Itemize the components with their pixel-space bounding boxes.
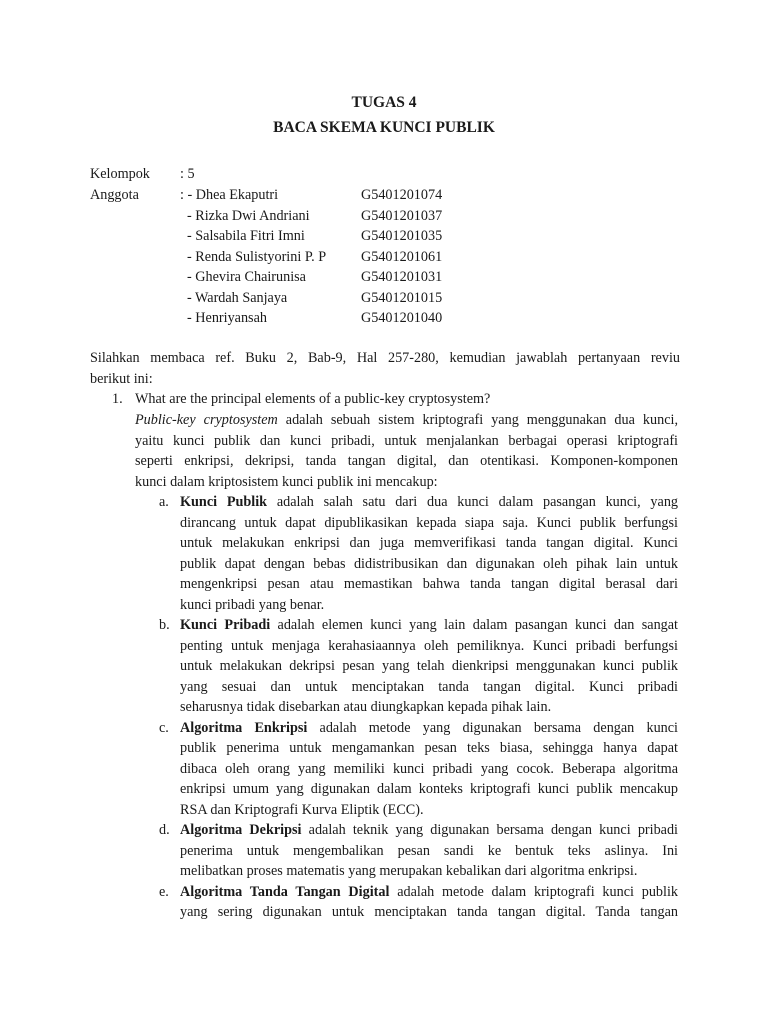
question-text: What are the principal elements of a public-key cryptosystem?	[135, 391, 491, 407]
intro-line: berikut ini:	[90, 371, 153, 387]
list-marker: b.	[159, 617, 170, 633]
answer-lead-term: Public-key cryptosystem	[135, 412, 278, 428]
list-line: Algoritma Enkripsi adalah metode yang digunakan bersama dengan kunci	[180, 720, 679, 736]
list-line: yang sesuai dan untuk menciptakan tanda tangan digital. Kunci pribadi	[180, 679, 678, 695]
list-line: publik penerima untuk mengamankan pesan teks biasa, sehingga hanya dapat	[180, 740, 678, 756]
list-line: Algoritma Dekripsi adalah teknik yang digunakan bersama dengan kunci pribadi	[180, 822, 679, 838]
member-nim: G5401201035	[361, 228, 443, 244]
list-line: melibatkan proses matematis yang merupakan kebalikan dari algoritma enkripsi.	[180, 863, 638, 879]
list-line: penerima untuk mengembalikan pesan sandi ke bentuk teks aslinya. Ini	[180, 843, 678, 859]
member-name: - Rizka Dwi Andriani	[187, 208, 310, 224]
member-nim: G5401201031	[361, 269, 443, 285]
intro-line: Silahkan membaca ref. Buku 2, Bab-9, Hal 257-280, kemudian jawablah pertanyaan reviu	[90, 350, 680, 366]
member-nim: G5401201040	[361, 310, 443, 326]
member-nim: G5401201015	[361, 290, 443, 306]
member-nim: G5401201074	[361, 187, 443, 203]
kelompok-value: : 5	[180, 166, 195, 182]
answer-line: Public-key cryptosystem adalah sebuah sistem kriptografi yang menggunakan dua kunci,	[135, 412, 678, 428]
list-line: untuk melakukan dekripsi pesan yang telah dienkripsi menggunakan kunci publik	[180, 658, 678, 674]
list-line: kunci pribadi yang benar.	[180, 597, 325, 613]
anggota-label: Anggota	[90, 187, 139, 203]
list-line: yang sering digunakan untuk menciptakan tanda tangan digital. Tanda tangan	[180, 904, 678, 920]
list-line: untuk melakukan enkripsi dan juga memverifikasi tanda tangan digital. Kunci	[180, 535, 678, 551]
list-line: seharusnya tidak disebarkan atau diungkapkan kepada pihak lain.	[180, 699, 552, 715]
member-nim: G5401201061	[361, 249, 443, 265]
member-name: - Ghevira Chairunisa	[187, 269, 306, 285]
kelompok-label: Kelompok	[90, 166, 150, 182]
member-name: - Henriyansah	[187, 310, 267, 326]
answer-line: yaitu kunci publik dan kunci pribadi, untuk menjalankan berbagai operasi kriptografi	[135, 433, 678, 449]
member-name: - Wardah Sanjaya	[187, 290, 288, 306]
list-line: enkripsi umum yang digunakan dalam konteks kriptografi kunci publik mencakup	[180, 781, 678, 797]
document-title: TUGAS 4	[351, 94, 417, 111]
list-line: Kunci Pribadi adalah elemen kunci yang lain dalam pasangan kunci dan sangat	[180, 617, 678, 633]
list-line: dibaca oleh orang yang memiliki kunci pribadi yang cocok. Beberapa algoritma	[180, 761, 678, 777]
list-term: Algoritma Enkripsi	[180, 720, 308, 736]
list-term: Kunci Publik	[180, 494, 268, 510]
question-number: 1.	[112, 391, 123, 407]
document-subtitle: BACA SKEMA KUNCI PUBLIK	[273, 119, 495, 136]
list-marker: a.	[159, 494, 169, 510]
answer-line: kunci dalam kriptosistem kunci publik ini mencakup:	[135, 474, 438, 490]
list-marker: e.	[159, 884, 169, 900]
list-term: Kunci Pribadi	[180, 617, 271, 633]
answer-line: seperti enkripsi, dekripsi, tanda tangan digital, dan otentikasi. Komponen-komponen	[135, 453, 678, 469]
list-term: Algoritma Tanda Tangan Digital	[180, 884, 390, 900]
member-nim: G5401201037	[361, 208, 443, 224]
list-line: publik dapat dengan bebas didistribusikan dan digunakan oleh pihak lain untuk	[180, 556, 678, 572]
member-name: : - Dhea Ekaputri	[180, 187, 279, 203]
list-marker: d.	[159, 822, 170, 838]
list-term: Algoritma Dekripsi	[180, 822, 302, 838]
list-line: Kunci Publik adalah salah satu dari dua kunci dalam pasangan kunci, yang	[180, 494, 679, 510]
list-line: mengenkripsi pesan atau memastikan bahwa tanda tangan digital berasal dari	[180, 576, 678, 592]
member-name: - Renda Sulistyorini P. P	[187, 249, 327, 265]
member-name: - Salsabila Fitri Imni	[187, 228, 305, 244]
list-line: penting untuk menjaga kerahasiaannya oleh pemiliknya. Kunci pribadi berfungsi	[180, 638, 678, 654]
list-line: dirancang untuk dapat dipublikasikan kepada siapa saja. Kunci publik berfungsi	[180, 515, 678, 531]
list-line: Algoritma Tanda Tangan Digital adalah metode dalam kriptografi kunci publik	[180, 884, 678, 900]
list-line: RSA dan Kriptografi Kurva Eliptik (ECC).	[180, 802, 424, 818]
list-marker: c.	[159, 720, 169, 736]
